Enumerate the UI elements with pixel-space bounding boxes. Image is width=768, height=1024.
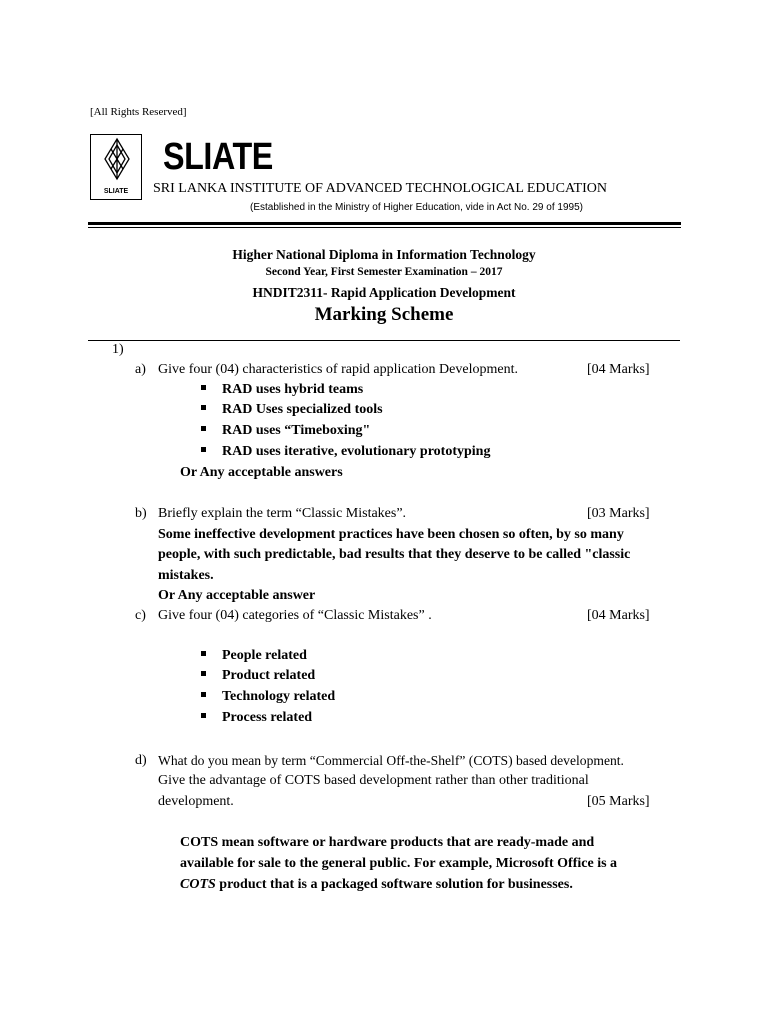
list-item: RAD uses hybrid teams [201,382,363,398]
question-c-marks: [04 Marks] [587,608,650,623]
institute-name: SRI LANKA INSTITUTE OF ADVANCED TECHNOLOGICAL EDUCATION [153,181,607,196]
established-note: (Established in the Ministry of Higher Education, vide in Act No. 29 of 1995) [250,202,583,213]
list-item: Product related [201,668,315,684]
list-item: RAD uses “Timeboxing" [201,423,370,439]
question-d-text-line: What do you mean by term “Commercial Off-the-Shelf” (COTS) based development. [158,753,624,768]
square-bullet-icon [201,651,206,656]
list-item: People related [201,648,307,664]
question-d-answer-line: available for sale to the general public. For example, Microsoft Office is a [180,856,618,871]
square-bullet-icon [201,713,206,718]
question-a-text: Give four (04) characteristics of rapid application Development. [158,362,518,377]
question-number: 1) [112,342,124,357]
title-separator [88,340,680,341]
question-c-label: c) [135,608,146,623]
question-b-label: b) [135,506,147,521]
square-bullet-icon [201,405,206,410]
program-title: Higher National Diploma in Information Technology [232,247,536,262]
list-item: Process related [201,710,312,726]
square-bullet-icon [201,692,206,697]
course-title: HNDIT2311- Rapid Application Development [252,285,516,300]
header-rule-thin [88,227,681,228]
question-d-answer-line: COTS product that is a packaged software solution for businesses. [180,877,573,892]
square-bullet-icon [201,447,206,452]
square-bullet-icon [201,385,206,390]
logo-caption: SLIATE [103,188,129,195]
list-item: RAD Uses specialized tools [201,402,383,418]
list-item: RAD uses iterative, evolutionary prototyping [201,444,490,460]
cots-emphasis: COTS [180,877,216,892]
question-d-text-line: development. [158,794,234,809]
exam-title: Second Year, First Semester Examination – 2017 [265,266,503,278]
question-b-answer-line: Some ineffective development practices have been chosen so often, by so many [158,527,624,542]
question-d-answer-line: COTS mean software or hardware products that are ready-made and [180,835,595,850]
sliate-logo [90,134,142,200]
scheme-title: Marking Scheme [314,304,454,325]
question-b-answer-line: mistakes. [158,568,214,583]
question-d-marks: [05 Marks] [587,794,650,809]
question-a-note: Or Any acceptable answers [180,465,343,480]
square-bullet-icon [201,426,206,431]
question-b-marks: [03 Marks] [587,506,650,521]
question-b-text: Briefly explain the term “Classic Mistakes”. [158,506,407,521]
question-b-note: Or Any acceptable answer [158,588,316,603]
question-c-text: Give four (04) categories of “Classic Mistakes” . [158,608,432,623]
square-bullet-icon [201,671,206,676]
question-a-marks: [04 Marks] [587,362,650,377]
header-rule-thick [88,222,681,225]
question-d-text-line: Give the advantage of COTS based development rather than other traditional [158,773,589,788]
list-item: Technology related [201,689,335,705]
rights-notice: [All Rights Reserved] [90,106,187,118]
question-a-label: a) [135,362,146,377]
brand-name: SLIATE [163,136,273,178]
question-b-answer-line: people, with such predictable, bad results that they deserve to be called "classic [158,547,631,562]
question-d-label: d) [135,753,147,768]
